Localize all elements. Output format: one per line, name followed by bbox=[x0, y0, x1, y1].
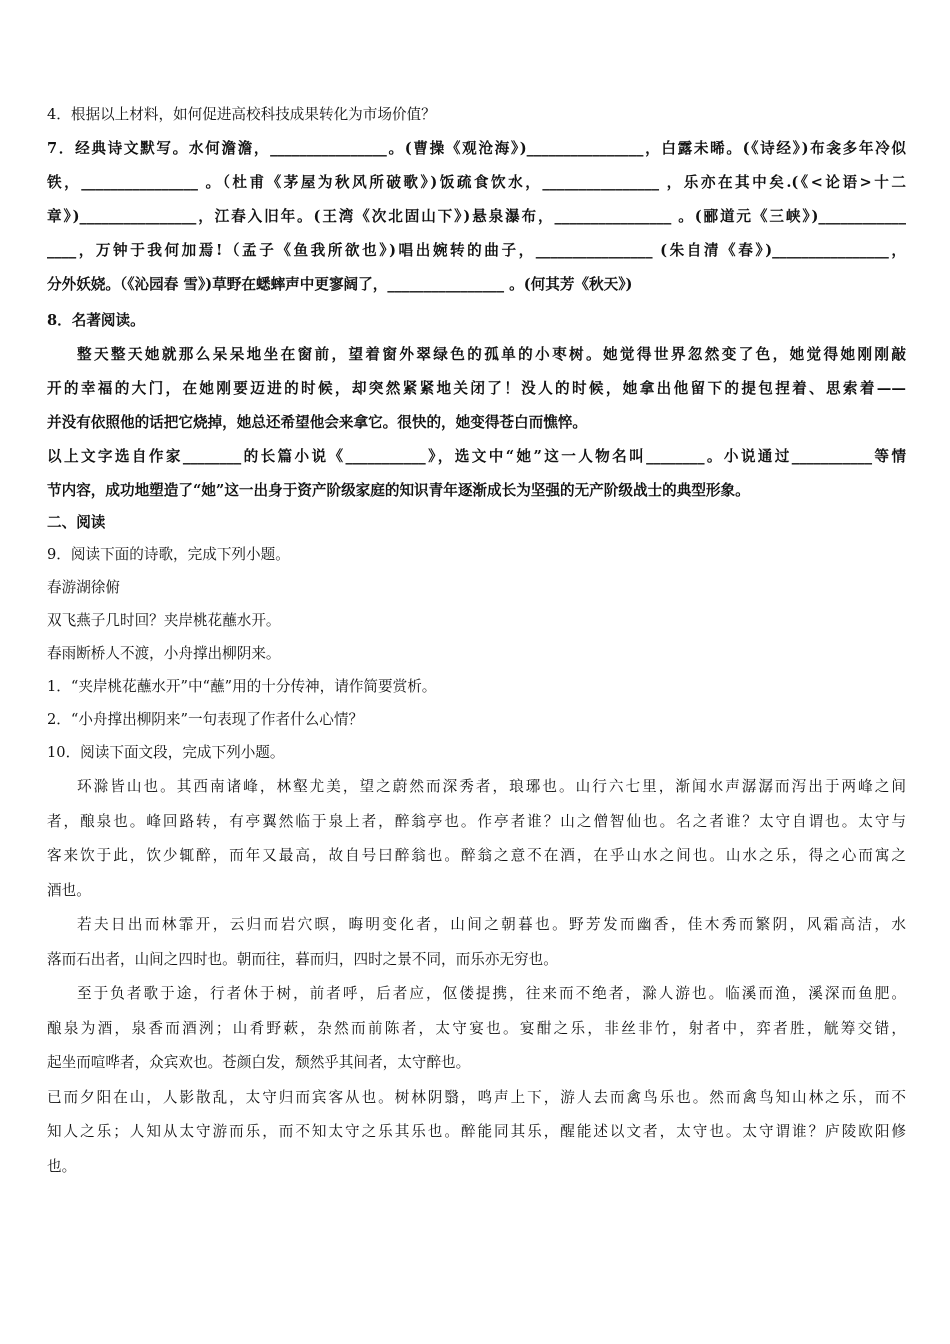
poem-title: 春游湖徐俯 bbox=[47, 579, 120, 596]
q8-question-line: 以上文字选自作家________的长篇小说《___________》，选文中“她”这一人物名叫________。小说通过___________等情 bbox=[47, 448, 906, 465]
passage-line: 至于负者歌于途，行者休于树，前者呼，后者应，伛偻提携，往来而不绝者，滁人游也。临溪而渔，溪深而鱼肥。 bbox=[77, 985, 906, 1002]
passage-paragraph bbox=[47, 977, 906, 1081]
section-heading: 二、阅读 bbox=[47, 514, 106, 531]
q9-prompt: 9．阅读下面的诗歌，完成下列小题。 bbox=[47, 546, 290, 563]
q8-label: 8．名著阅读。 bbox=[47, 312, 145, 329]
q7-line: 铁，________________ 。（杜甫《茅屋为秋风所破歌》)饭疏食饮水，________________ ，乐亦在其中矣.(《<论语>十二 bbox=[47, 174, 906, 191]
q8-excerpt-line: 开的幸福的大门，在她刚要迈进的时候，却突然紧紧地关闭了！没人的时候，她拿出他留下的提包捏着、思索着—— bbox=[47, 380, 906, 397]
passage-line: 也。 bbox=[47, 1157, 77, 1175]
passage-line: 落而石出者，山间之四时也。朝而往，暮而归，四时之景不同，而乐亦无穷也。 bbox=[47, 950, 558, 968]
passage-line: 已而夕阳在山，人影散乱，太守归而宾客从也。树林阴翳，鸣声上下，游人去而禽鸟乐也。然而禽鸟知山林之乐，而不 bbox=[47, 1088, 906, 1106]
question-8 bbox=[47, 304, 906, 508]
q9-sub-question: 2．“小舟撑出柳阴来”一句表现了作者什么心情？ bbox=[47, 711, 364, 728]
passage-line: 起坐而喧哗者，众宾欢也。苍颜白发，颓然乎其间者，太守醉也。 bbox=[47, 1054, 471, 1071]
q8-question-line: 节内容，成功地塑造了“她”这一出身于资产阶级家庭的知识青年逐渐成长为坚强的无产阶级战士的典型形象。 bbox=[47, 482, 750, 499]
question-4: 4．根据以上材料，如何促进高校科技成果转化为市场价值？ bbox=[47, 106, 436, 123]
passage-line: 知人之乐；人知从太守游而乐，而不知太守之乐其乐也。醉能同其乐，醒能述以文者，太守也。太守谓谁？庐陵欧阳修 bbox=[47, 1123, 906, 1140]
question-9 bbox=[47, 538, 906, 736]
passage-line: 客来饮于此，饮少辄醉，而年又最高，故自号曰醉翁也。醉翁之意不在酒，在乎山水之间也。山水之乐，得之心而寓之 bbox=[47, 847, 906, 864]
passage-paragraph bbox=[47, 1081, 906, 1185]
question-10 bbox=[47, 736, 906, 1184]
passage-line: 酿泉为酒，泉香而酒洌；山肴野蔌，杂然而前陈者，太守宴也。宴酣之乐，非丝非竹，射者中，弈者胜，觥筹交错， bbox=[47, 1019, 906, 1037]
passage-line: 环滁皆山也。其西南诸峰，林壑尤美，望之蔚然而深秀者，琅琊也。山行六七里，渐闻水声潺潺而泻出于两峰之间 bbox=[77, 778, 906, 795]
passage-line: 者，酿泉也。峰回路转，有亭翼然临于泉上者，醉翁亭也。作亭者谁？山之僧智仙也。名之者谁？太守自谓也。太守与 bbox=[47, 812, 906, 830]
passage-line: 若夫日出而林霏开，云归而岩穴暝，晦明变化者，山间之朝暮也。野芳发而幽香，佳木秀而繁阴，风霜高洁，水 bbox=[77, 916, 906, 933]
q8-excerpt-line: 并没有依照他的话把它烧掉，她总还希望他会来拿它。很快的，她变得苍白而憔悴。 bbox=[47, 414, 587, 431]
q9-sub-question: 1．“夹岸桃花蘸水开”中“蘸”用的十分传神，请作简要赏析。 bbox=[47, 678, 437, 695]
poem-line: 春雨断桥人不渡，小舟撑出柳阴来。 bbox=[47, 645, 281, 662]
passage-paragraph bbox=[47, 770, 906, 908]
q7-line: ____，万钟于我何加焉!（孟子《鱼我所欲也》)唱出婉转的曲子，________________ (朱自清《春》)________________， bbox=[47, 242, 906, 259]
poem-line: 双飞燕子几时回？夹岸桃花蘸水开。 bbox=[47, 612, 281, 629]
q7-line: 7．经典诗文默写。水何澹澹，________________。(曹操《观沧海》)________________，白露未晞。(《诗经》)布衾多年冷似 bbox=[47, 140, 906, 157]
question-7 bbox=[47, 132, 906, 302]
q10-prompt: 10．阅读下面文段，完成下列小题。 bbox=[47, 744, 285, 761]
passage-line: 酒也。 bbox=[47, 881, 91, 899]
q8-excerpt-line: 整天整天她就那么呆呆地坐在窗前，望着窗外翠绿色的孤单的小枣树。她觉得世界忽然变了色，她觉得她刚刚敲 bbox=[77, 346, 906, 363]
q7-line: 章》)________________，江春入旧年。(王湾《次北固山下》)悬泉瀑布，________________ 。(郦道元《三峡》)____________ bbox=[47, 208, 906, 225]
passage-paragraph bbox=[47, 908, 906, 977]
q7-line: 分外妖娆。（《沁园春 雪》)草野在蟋蟀声中更寥阔了，________________ 。(何其芳《秋天》) bbox=[47, 276, 633, 293]
